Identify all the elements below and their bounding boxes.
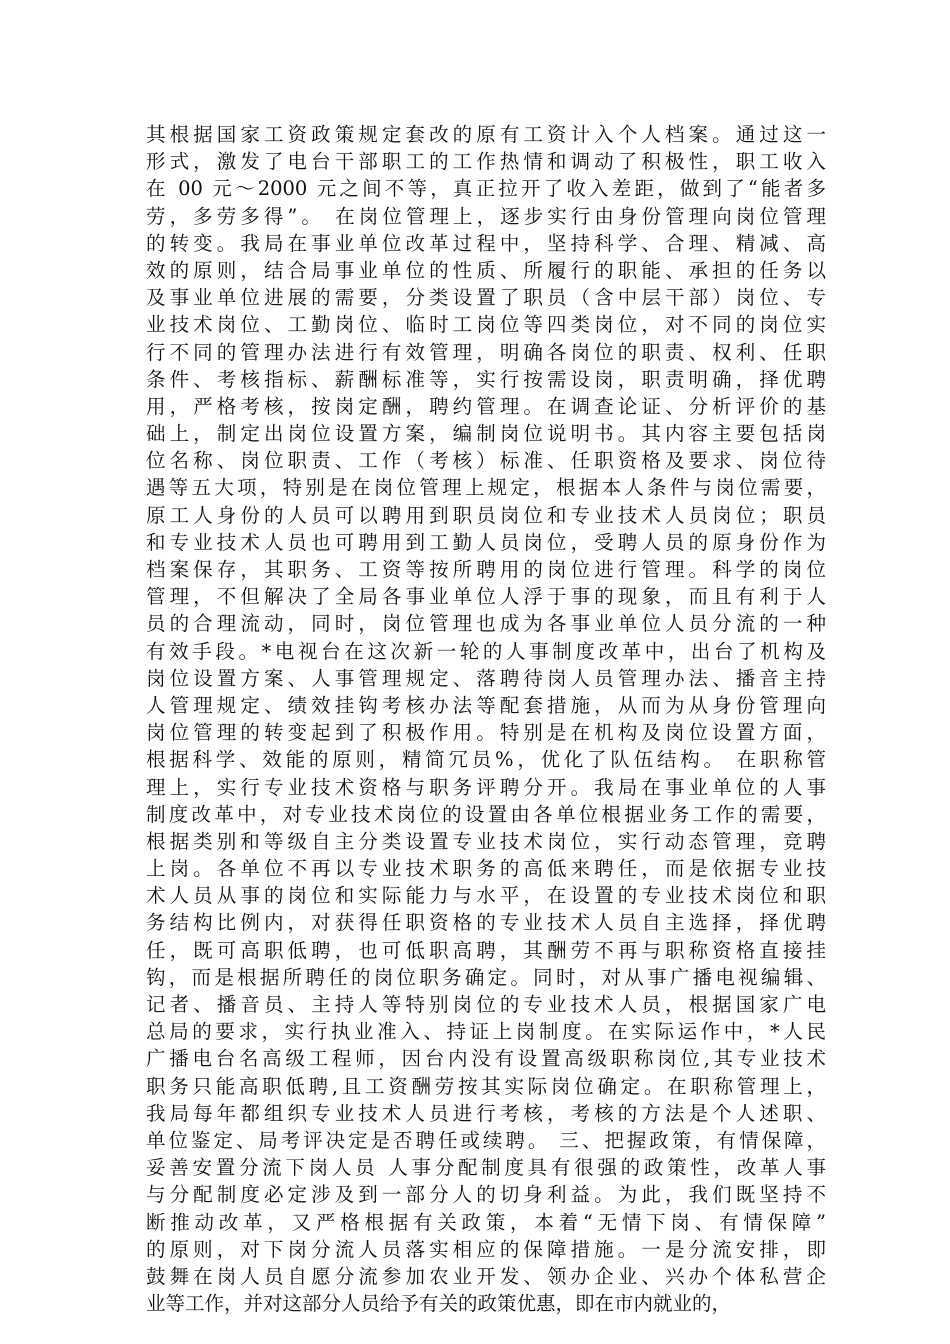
body-text	[146, 121, 826, 1317]
text-line: 鼓舞在岗人员自愿分流参加农业开发、领办企业、兴办个体私营企	[146, 1264, 826, 1288]
text-line: 单位鉴定、局考评决定是否聘任或续聘。 三、把握政策，有情保障，	[146, 1128, 826, 1152]
text-line: 条件、考核指标、薪酬标准等，实行按需设岗，职责明确，择优聘	[146, 367, 826, 391]
text-line: 档案保存，其职务、工资等按所聘用的岗位进行管理。科学的岗位	[146, 558, 826, 581]
text-line: 根据科学、效能的原则，精简冗员%，优化了队伍结构。 在职称管	[146, 748, 826, 772]
text-line: 形式，激发了电台干部职工的工作热情和调动了积极性，职工收入	[146, 150, 826, 174]
text-line: 记者、播音员、主持人等特别岗位的专业技术人员，根据国家广电	[146, 993, 826, 1016]
text-line: 及事业单位进展的需要，分类设置了职员（含中层干部）岗位、专	[146, 286, 826, 310]
text-line: 员的合理流动，同时，岗位管理也成为各事业单位人员分流的一种	[146, 612, 826, 636]
text-line: 劳，多劳多得”。 在岗位管理上，逐步实行由身份管理向岗位管理	[146, 204, 826, 228]
text-line: 我局每年都组织专业技术人员进行考核，考核的方法是个人述职、	[146, 1101, 826, 1125]
text-line: 理上，实行专业技术资格与职务评聘分开。我局在事业单位的人事	[146, 775, 826, 799]
text-line: 岗位管理的转变起到了积极作用。特别是在机构及岗位设置方面，	[146, 721, 826, 745]
text-line: 原工人身份的人员可以聘用到职员岗位和专业技术人员岗位；职员	[146, 503, 826, 527]
text-line: 根据类别和等级自主分类设置专业技术岗位，实行动态管理，竞聘	[146, 829, 826, 853]
text-line: 业等工作，并对这部分人员给予有关的政策优惠，即在市内就业的，	[146, 1292, 732, 1316]
text-line: 制度改革中，对专业技术岗位的设置由各单位根据业务工作的需要，	[146, 802, 826, 826]
text-line: 和专业技术人员也可聘用到工勤人员岗位，受聘人员的原身份作为	[146, 530, 826, 554]
text-line: 务结构比例内，对获得任职资格的专业技术人员自主选择，择优聘	[146, 911, 826, 935]
text-line: 效的原则，结合局事业单位的性质、所履行的职能、承担的任务以	[146, 258, 826, 282]
text-line: 与分配制度必定涉及到一部分人的切身利益。为此，我们既坚持不	[146, 1183, 826, 1207]
text-line: 的原则，对下岗分流人员落实相应的保障措施。一是分流安排，即	[146, 1237, 826, 1261]
text-line: 业技术岗位、工勤岗位、临时工岗位等四类岗位，对不同的岗位实	[146, 313, 826, 337]
text-line: 遇等五大项，特别是在岗位管理上规定，根据本人条件与岗位需要，	[146, 476, 826, 500]
text-line: 位名称、岗位职责、工作（考核）标准、任职资格及要求、岗位待	[146, 449, 826, 473]
text-line: 断推动改革，又严格根据有关政策，本着“无情下岗、有情保障”	[146, 1210, 826, 1234]
text-line: 上岗。各单位不再以专业技术职务的高低来聘任，而是依据专业技	[146, 857, 826, 881]
text-line: 妥善安置分流下岗人员 人事分配制度具有很强的政策性，改革人事	[146, 1156, 826, 1180]
text-line: 其根据国家工资政策规定套改的原有工资计入个人档案。通过这一	[146, 123, 826, 146]
text-line: 的转变。我局在事业单位改革过程中，坚持科学、合理、精减、高	[146, 231, 826, 255]
text-line: 础上，制定出岗位设置方案，编制岗位说明书。其内容主要包括岗	[146, 422, 826, 446]
text-line: 用，严格考核，按岗定酬，聘约管理。在调查论证、分析评价的基	[146, 394, 826, 418]
text-line: 术人员从事的岗位和实际能力与水平，在设置的专业技术岗位和职	[146, 884, 826, 908]
text-line: 行不同的管理办法进行有效管理，明确各岗位的职责、权利、任职	[146, 340, 826, 364]
text-line: 有效手段。*电视台在这次新一轮的人事制度改革中，出台了机构及	[146, 639, 826, 663]
text-line: 岗位设置方案、人事管理规定、落聘待岗人员管理办法、播音主持	[146, 666, 826, 690]
text-line: 在 00 元～2000 元之间不等，真正拉开了收入差距，做到了“能者多	[146, 177, 826, 201]
text-line: 职务只能高职低聘,且工资酬劳按其实际岗位确定。在职称管理上，	[146, 1074, 826, 1098]
text-line: 人管理规定、绩效挂钩考核办法等配套措施，从而为从身份管理向	[146, 693, 826, 717]
text-line: 广播电台名高级工程师，因台内没有设置高级职称岗位,其专业技术	[146, 1047, 826, 1071]
text-line: 管理，不但解决了全局各事业单位人浮于事的现象，而且有利于人	[146, 585, 826, 609]
text-line: 钩，而是根据所聘任的岗位职务确定。同时，对从事广播电视编辑、	[146, 965, 826, 989]
text-line: 任，既可高职低聘，也可低职高聘，其酬劳不再与职称资格直接挂	[146, 938, 826, 962]
text-line: 总局的要求，实行执业准入、持证上岗制度。在实际运作中，*人民	[146, 1020, 826, 1044]
